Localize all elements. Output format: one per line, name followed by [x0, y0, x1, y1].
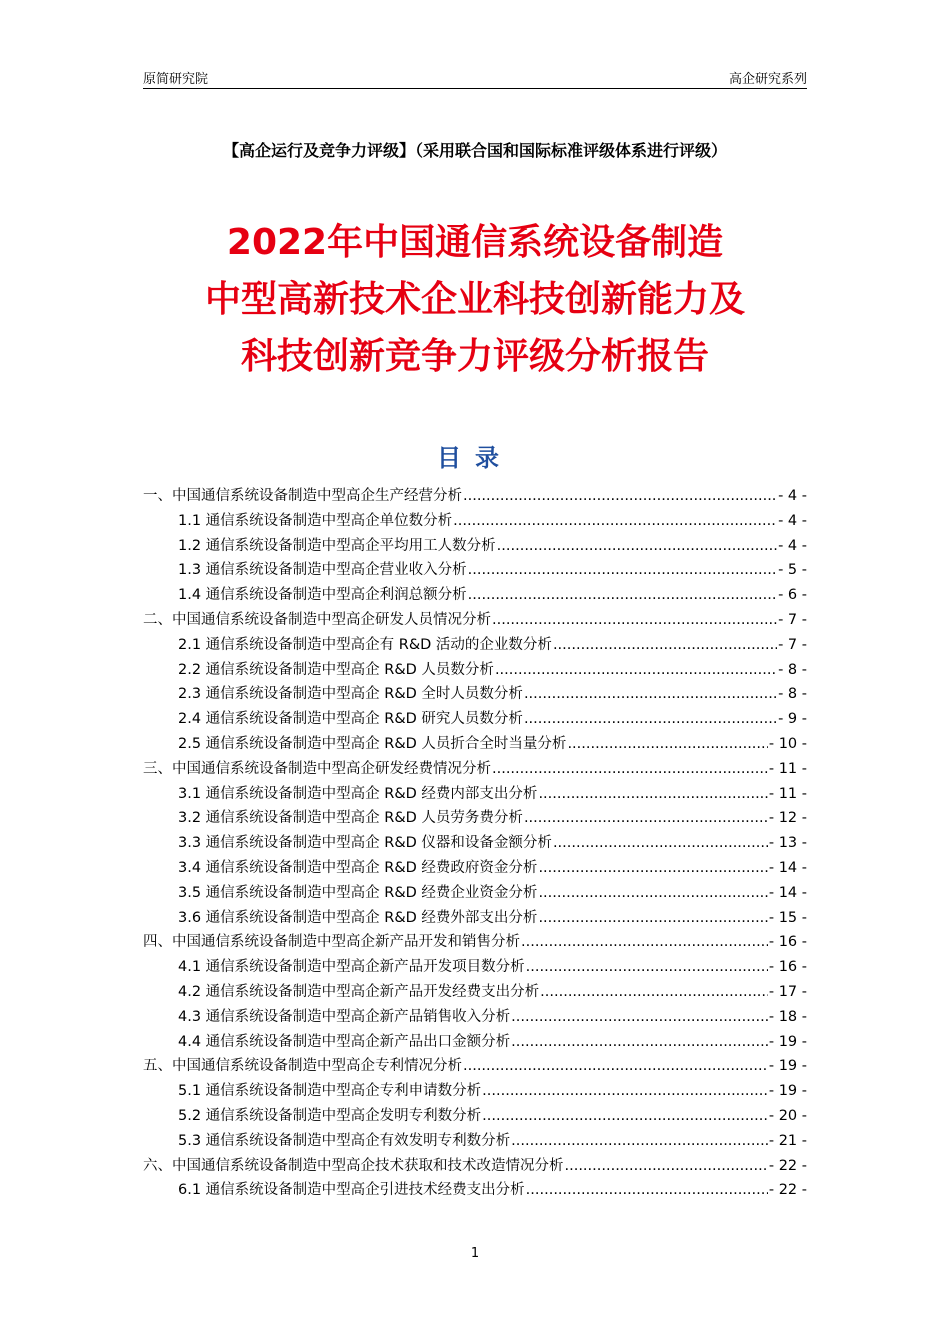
- toc-entry-text: 4.3 通信系统设备制造中型高企新产品销售收入分析: [178, 1008, 511, 1025]
- toc-leader-dots: [492, 612, 777, 628]
- header-left-text: 原简研究院: [143, 72, 209, 87]
- toc-entry[interactable]: [143, 806, 807, 831]
- toc-entry-text: 一、中国通信系统设备制造中型高企生产经营分析: [143, 488, 462, 504]
- toc-entry-page: - 4 -: [778, 488, 807, 504]
- toc-entry-text: 2.2 通信系统设备制造中型高企 R&D 人员数分析: [178, 661, 494, 678]
- toc-leader-dots: [511, 1133, 768, 1149]
- toc-entry-text: 2.4 通信系统设备制造中型高企 R&D 研究人员数分析: [178, 711, 523, 728]
- toc-entry[interactable]: [143, 1005, 807, 1030]
- toc-entry-text: 3.5 通信系统设备制造中型高企 R&D 经费企业资金分析: [178, 884, 538, 901]
- toc-leader-dots: [497, 538, 777, 554]
- toc-leader-dots: [524, 810, 768, 826]
- toc-entry[interactable]: [143, 955, 807, 980]
- toc-leader-dots: [511, 1034, 768, 1050]
- toc-leader-dots: [553, 835, 768, 851]
- toc-entry-page: - 19 -: [768, 1058, 807, 1075]
- toc-leader-dots: [468, 587, 777, 603]
- toc-entry-page: - 9 -: [778, 711, 807, 728]
- toc-leader-dots: [492, 761, 768, 777]
- toc-entry-page: - 20 -: [768, 1107, 807, 1124]
- toc-leader-dots: [463, 1058, 768, 1074]
- toc-leader-dots: [526, 959, 768, 975]
- toc-entry-page: - 15 -: [768, 909, 807, 926]
- toc-entry[interactable]: [143, 608, 807, 633]
- toc-leader-dots: [482, 1108, 768, 1124]
- toc-entry-text: 2.5 通信系统设备制造中型高企 R&D 人员折合全时当量分析: [178, 735, 567, 752]
- toc-entry-text: 四、中国通信系统设备制造中型高企新产品开发和销售分析: [143, 934, 520, 951]
- toc-entry-text: 1.4 通信系统设备制造中型高企利润总额分析: [178, 587, 467, 604]
- toc-leader-dots: [565, 1158, 768, 1174]
- toc-entry[interactable]: [143, 1178, 807, 1203]
- toc-leader-dots: [482, 1083, 768, 1099]
- toc-heading: 目录: [437, 444, 513, 472]
- toc-entry-page: - 12 -: [768, 810, 807, 827]
- toc-leader-dots: [567, 736, 767, 752]
- toc-entry-page: - 5 -: [778, 562, 807, 579]
- toc-entry-text: 5.2 通信系统设备制造中型高企发明专利数分析: [178, 1107, 482, 1124]
- toc-entry-page: - 22 -: [768, 1157, 807, 1174]
- toc-entry[interactable]: [143, 484, 807, 509]
- title-line-3: 科技创新竞争力评级分析报告: [240, 336, 709, 377]
- toc-entry[interactable]: [143, 881, 807, 906]
- toc-leader-dots: [524, 686, 777, 702]
- toc-entry[interactable]: [143, 1129, 807, 1154]
- toc-entry-page: - 19 -: [768, 1083, 807, 1100]
- toc-entry[interactable]: [143, 1104, 807, 1129]
- toc-entry-text: 4.2 通信系统设备制造中型高企新产品开发经费支出分析: [178, 983, 540, 1000]
- toc-leader-dots: [540, 984, 768, 1000]
- toc-entry-text: 五、中国通信系统设备制造中型高企专利情况分析: [143, 1058, 462, 1075]
- toc-entry-page: - 11 -: [768, 785, 807, 802]
- toc-entry-text: 5.1 通信系统设备制造中型高企专利申请数分析: [178, 1083, 482, 1100]
- toc-entry-page: - 13 -: [768, 835, 807, 852]
- toc-entry[interactable]: [143, 558, 807, 583]
- toc-entry-text: 2.3 通信系统设备制造中型高企 R&D 全时人员数分析: [178, 686, 523, 703]
- toc-entry[interactable]: [143, 980, 807, 1005]
- toc-leader-dots: [468, 562, 777, 578]
- toc-entry[interactable]: [143, 509, 807, 534]
- toc-entry[interactable]: [143, 658, 807, 683]
- report-subtitle: 【高企运行及竞争力评级】（采用联合国和国际标准评级体系进行评级）: [222, 141, 727, 160]
- toc-entry[interactable]: [143, 930, 807, 955]
- toc-entry-text: 二、中国通信系统设备制造中型高企研发人员情况分析: [143, 611, 491, 628]
- toc-entry[interactable]: [143, 633, 807, 658]
- toc-entry-page: - 6 -: [778, 587, 807, 604]
- toc-entry[interactable]: [143, 732, 807, 757]
- toc-entry-text: 三、中国通信系统设备制造中型高企研发经费情况分析: [143, 760, 491, 777]
- toc-entry-page: - 14 -: [768, 859, 807, 876]
- page-number: 1: [470, 1246, 480, 1261]
- toc-entry-text: 1.2 通信系统设备制造中型高企平均用工人数分析: [178, 537, 496, 554]
- toc-entry[interactable]: [143, 534, 807, 559]
- toc-entry-page: - 8 -: [778, 686, 807, 703]
- toc-entry[interactable]: [143, 583, 807, 608]
- toc-entry-page: - 11 -: [768, 760, 807, 777]
- toc-entry[interactable]: [143, 1054, 807, 1079]
- toc-entry-page: - 14 -: [768, 884, 807, 901]
- header-right-text: 高企研究系列: [728, 72, 807, 87]
- toc-entry[interactable]: [143, 1079, 807, 1104]
- toc-entry-text: 6.1 通信系统设备制造中型高企引进技术经费支出分析: [178, 1182, 525, 1199]
- toc-leader-dots: [511, 1009, 768, 1025]
- toc-entry-text: 1.3 通信系统设备制造中型高企营业收入分析: [178, 562, 467, 579]
- toc-entry[interactable]: [143, 1154, 807, 1179]
- toc-entry-page: - 4 -: [778, 537, 807, 554]
- toc-entry-text: 3.6 通信系统设备制造中型高企 R&D 经费外部支出分析: [178, 909, 538, 926]
- table-of-contents: [143, 484, 807, 1203]
- toc-entry-text: 六、中国通信系统设备制造中型高企技术获取和技术改造情况分析: [143, 1157, 564, 1174]
- toc-entry[interactable]: [143, 782, 807, 807]
- title-line-2: 中型高新技术企业科技创新能力及: [204, 279, 745, 320]
- toc-entry-text: 1.1 通信系统设备制造中型高企单位数分析: [178, 512, 453, 529]
- toc-entry-text: 3.4 通信系统设备制造中型高企 R&D 经费政府资金分析: [178, 859, 538, 876]
- toc-leader-dots: [495, 662, 777, 678]
- page-header: [143, 66, 807, 89]
- toc-entry-page: - 10 -: [768, 735, 807, 752]
- toc-leader-dots: [538, 885, 767, 901]
- toc-entry-text: 3.3 通信系统设备制造中型高企 R&D 仪器和设备金额分析: [178, 835, 552, 852]
- toc-leader-dots: [526, 1182, 768, 1198]
- report-title: [0, 214, 950, 385]
- toc-leader-dots: [538, 786, 767, 802]
- toc-entry-text: 3.1 通信系统设备制造中型高企 R&D 经费内部支出分析: [178, 785, 538, 802]
- toc-leader-dots: [538, 860, 767, 876]
- toc-leader-dots: [538, 910, 767, 926]
- toc-entry-page: - 17 -: [768, 983, 807, 1000]
- toc-entry[interactable]: [143, 856, 807, 881]
- toc-entry-text: 5.3 通信系统设备制造中型高企有效发明专利数分析: [178, 1132, 511, 1149]
- toc-entry-text: 2.1 通信系统设备制造中型高企有 R&D 活动的企业数分析: [178, 636, 552, 653]
- toc-leader-dots: [463, 488, 777, 504]
- toc-entry[interactable]: [143, 707, 807, 732]
- toc-entry-page: - 18 -: [768, 1008, 807, 1025]
- toc-entry-page: - 7 -: [778, 636, 807, 653]
- toc-entry-page: - 22 -: [768, 1182, 807, 1199]
- toc-entry[interactable]: [143, 906, 807, 931]
- toc-entry-page: - 4 -: [778, 512, 807, 529]
- toc-entry-text: 4.4 通信系统设备制造中型高企新产品出口金额分析: [178, 1033, 511, 1050]
- toc-entry-page: - 21 -: [768, 1132, 807, 1149]
- toc-leader-dots: [524, 711, 777, 727]
- toc-entry[interactable]: [143, 1030, 807, 1055]
- toc-entry-page: - 16 -: [768, 959, 807, 976]
- toc-entry-page: - 7 -: [778, 611, 807, 628]
- toc-entry-page: - 16 -: [768, 934, 807, 951]
- toc-entry-text: 4.1 通信系统设备制造中型高企新产品开发项目数分析: [178, 959, 525, 976]
- toc-entry[interactable]: [143, 682, 807, 707]
- toc-leader-dots: [453, 513, 777, 529]
- toc-entry-page: - 19 -: [768, 1033, 807, 1050]
- toc-entry[interactable]: [143, 831, 807, 856]
- toc-leader-dots: [521, 934, 768, 950]
- title-line-1: 2022年中国通信系统设备制造: [226, 222, 724, 263]
- toc-entry[interactable]: [143, 757, 807, 782]
- toc-leader-dots: [553, 637, 777, 653]
- toc-entry-page: - 8 -: [778, 661, 807, 678]
- toc-entry-text: 3.2 通信系统设备制造中型高企 R&D 人员劳务费分析: [178, 810, 523, 827]
